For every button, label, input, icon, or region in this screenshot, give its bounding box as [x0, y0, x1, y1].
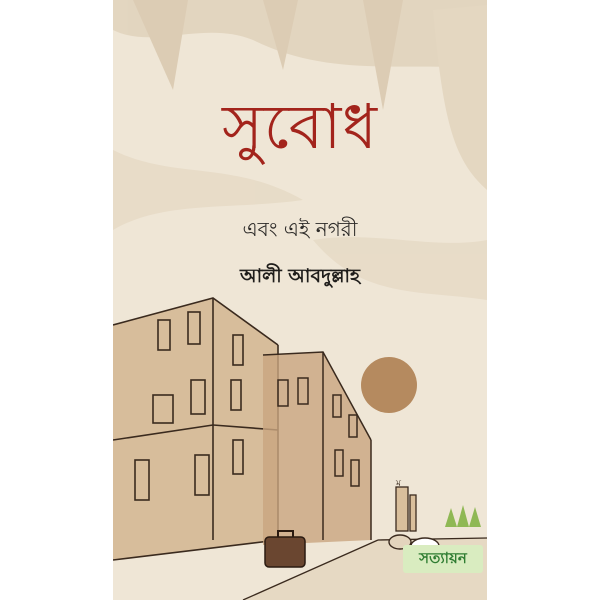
trees — [445, 505, 481, 527]
suitcase — [265, 531, 305, 567]
book-title: সুবোধ — [221, 90, 379, 163]
sun — [361, 357, 417, 413]
svg-text:ম: ম — [396, 479, 401, 489]
book-subtitle: এবং এই নগরী — [242, 217, 358, 241]
middle-building — [263, 352, 371, 545]
book-cover — [113, 0, 487, 600]
author-name: আলী আবদুল্লাহ — [239, 265, 361, 287]
distant-tower — [395, 479, 416, 531]
publisher-logo: সত্যায়ন — [403, 545, 483, 573]
left-building — [113, 298, 278, 560]
